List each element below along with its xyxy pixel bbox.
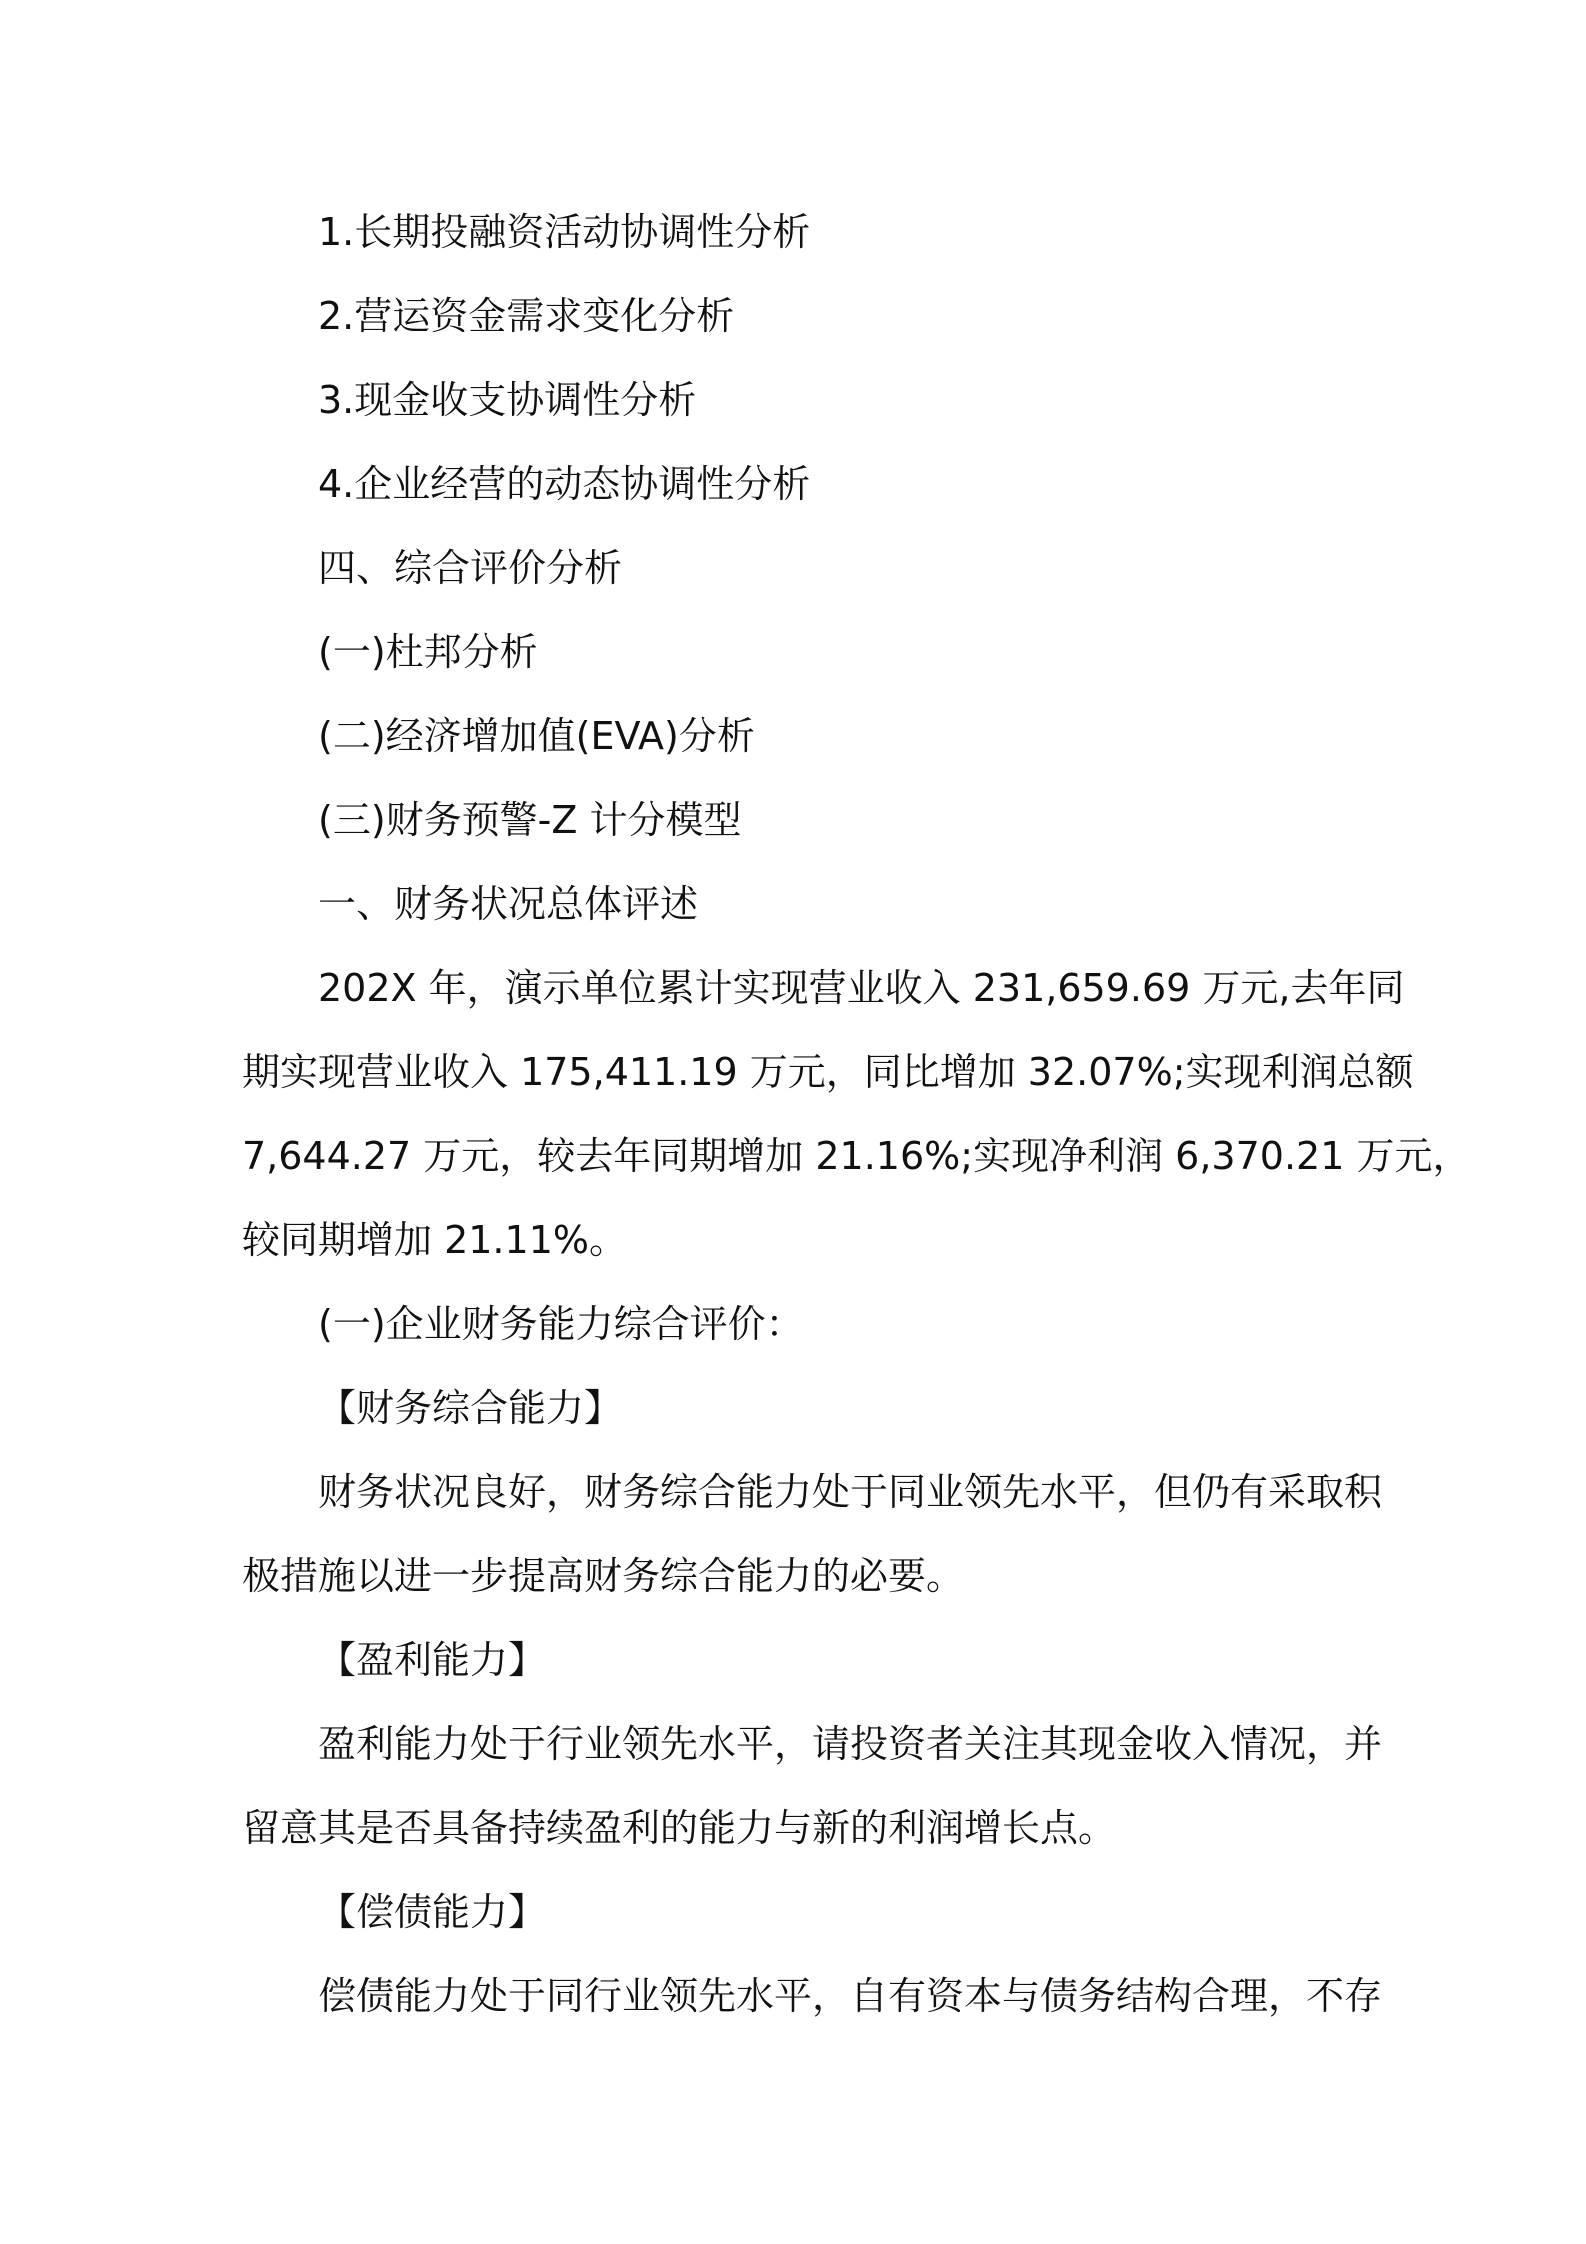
summary-paragraph xyxy=(242,946,1471,1282)
outline-item: 3.现金收支协调性分析 xyxy=(318,378,697,422)
outline-item: (一)杜邦分析 xyxy=(318,630,538,674)
document-content xyxy=(242,190,1471,2038)
profit-ability-heading: 【盈利能力】 xyxy=(318,1638,547,1682)
paragraph-line: 留意其是否具备持续盈利的能力与新的利润增长点。 xyxy=(242,1806,1117,1850)
debt-ability-paragraph xyxy=(242,1954,1383,2038)
outline-item: (二)经济增加值(EVA)分析 xyxy=(318,714,755,758)
financial-ability-heading: 【财务综合能力】 xyxy=(318,1386,623,1430)
outline-item: 四、综合评价分析 xyxy=(318,546,623,590)
paragraph-line: 偿债能力处于同行业领先水平，自有资本与债务结构合理，不存 xyxy=(318,1974,1383,2018)
outline-item: (三)财务预警-Z 计分模型 xyxy=(318,798,742,842)
financial-ability-paragraph xyxy=(242,1450,1383,1618)
paragraph-line: 财务状况良好，财务综合能力处于同业领先水平，但仍有采取积 xyxy=(318,1470,1383,1514)
outline-item: 1.长期投融资活动协调性分析 xyxy=(318,210,811,254)
subsection-heading: (一)企业财务能力综合评价： xyxy=(318,1302,804,1346)
paragraph-line: 较同期增加 21.11%。 xyxy=(242,1218,627,1262)
paragraph-line: 极措施以进一步提高财务综合能力的必要。 xyxy=(242,1554,965,1598)
paragraph-line: 202X 年，演示单位累计实现营业收入 231,659.69 万元,去年同 xyxy=(318,966,1405,1010)
profit-ability-paragraph xyxy=(242,1702,1383,1870)
outline-item: 4.企业经营的动态协调性分析 xyxy=(318,462,811,506)
paragraph-line: 期实现营业收入 175,411.19 万元，同比增加 32.07%;实现利润总额 xyxy=(242,1050,1414,1094)
paragraph-line: 7,644.27 万元，较去年同期增加 21.16%;实现净利润 6,370.21 万元， xyxy=(242,1134,1471,1178)
outline-item: 2.营运资金需求变化分析 xyxy=(318,294,735,338)
section-heading: 一、财务状况总体评述 xyxy=(318,882,699,926)
paragraph-line: 盈利能力处于行业领先水平，请投资者关注其现金收入情况，并 xyxy=(318,1722,1383,1766)
debt-ability-heading: 【偿债能力】 xyxy=(318,1890,547,1934)
